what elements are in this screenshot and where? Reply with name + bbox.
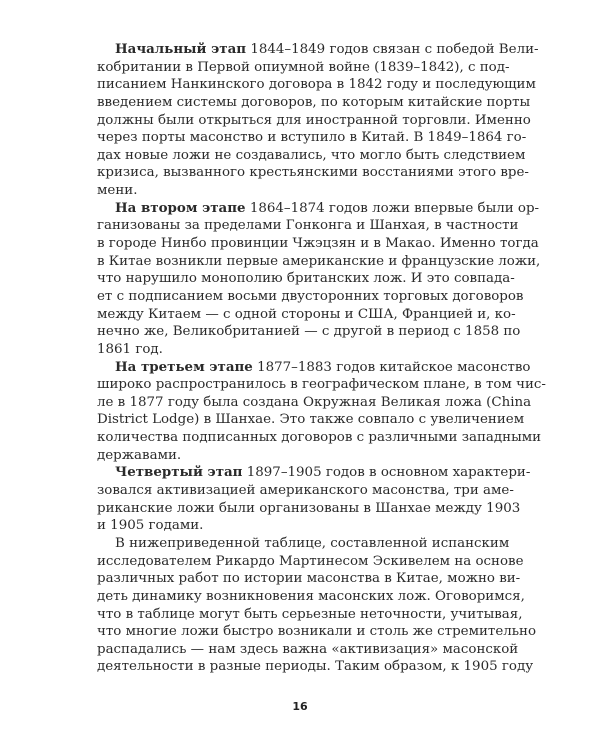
line-text: мени. [97, 183, 138, 199]
text-line [97, 588, 525, 606]
text-line [97, 553, 524, 571]
line-text: зовался активизацией американского масонства, три аме- [97, 483, 514, 499]
text-line [97, 535, 510, 553]
text-line [97, 623, 537, 641]
text-line [97, 429, 542, 447]
line-text: ганизованы за пределами Гонконга и Шанхая, в частности [97, 218, 519, 234]
line-text: должны были открыться для иностранной торговли. Именно [97, 112, 531, 128]
text-line [97, 235, 539, 253]
text-line [97, 606, 523, 624]
line-text: количества подписанных договоров с различными западными [97, 430, 542, 446]
line-text: что в таблице могут быть серьезные неточности, учитывая, [97, 606, 523, 622]
line-text: District Lodge) в Шанхае. Это также совпало с увеличением [97, 412, 525, 428]
text-line [97, 411, 525, 429]
paragraph [97, 199, 541, 359]
line-text: введением системы договоров, по которым китайские порты [97, 94, 531, 110]
paragraph [97, 358, 546, 465]
line-text: распадались — нам здесь важна «активизация» масонской [97, 641, 519, 657]
text-line [97, 306, 516, 324]
page-number: 16 [292, 700, 308, 713]
line-text: 1864–1874 годов ложи впервые были ор- [245, 200, 540, 216]
line-text: через порты масонство и вступило в Китай. В 1849–1864 го- [97, 130, 527, 146]
line-text: исследователем Рикардо Мартинесом Эскивелем на основе [97, 553, 524, 569]
text-line [97, 129, 527, 147]
body-text [97, 41, 546, 676]
line-text: в городе Нинбо провинции Чжэцзян и в Макао. Именно тогда [97, 236, 539, 252]
paragraph [97, 535, 537, 676]
paragraph-lead: Начальный этап [115, 41, 247, 57]
line-text: и 1905 годами. [97, 518, 204, 534]
line-text: ет с подписанием восьми двусторонних торговых договоров [97, 288, 524, 304]
line-text: кризиса, вызванного крестьянскими восстаниями этого вре- [97, 165, 529, 181]
line-text: дах новые ложи не создавались, что могло быть следствием [97, 147, 526, 163]
paragraph-lead: Четвертый этап [115, 464, 243, 481]
text-line [97, 147, 526, 165]
line-text: В нижеприведенной таблице, составленной испанским [115, 535, 510, 551]
line-text: нечно же, Великобританией — с другой в период с 1858 по [97, 324, 521, 340]
paragraph [97, 41, 539, 200]
line-text: что нарушило монополию британских лож. И это совпада- [97, 271, 515, 287]
text-line [97, 447, 494, 465]
text-line [97, 164, 529, 182]
line-text: 1877–1883 годов китайское масонство [252, 359, 531, 375]
text-line [97, 41, 539, 59]
line-text: широко распространилось в географическом плане, в том чис- [97, 377, 546, 393]
line-text: что многие ложи быстро возникали и столь же стремительно [97, 624, 537, 640]
text-line [97, 112, 531, 130]
line-text: между Китаем — с одной стороны и США, Францией и, ко- [97, 306, 516, 322]
text-line [97, 482, 514, 500]
line-text: деятельности в разные периоды. Таким образом, к 1905 году [97, 659, 534, 675]
text-line [97, 500, 521, 518]
text-line [97, 94, 531, 112]
text-line [97, 253, 541, 271]
text-line [97, 376, 546, 394]
text-line [97, 270, 515, 288]
text-line [97, 182, 494, 200]
line-text: 1897–1905 годов в основном характери- [242, 465, 531, 481]
line-text: риканские ложи были организованы в Шанхае между 1903 [97, 500, 521, 516]
text-line [97, 570, 521, 588]
text-line [97, 394, 532, 412]
text-line [97, 217, 519, 235]
line-text: державами. [97, 447, 182, 463]
line-text: писанием Нанкинского договора в 1842 году и последующим [97, 77, 536, 93]
text-line [97, 358, 531, 377]
paragraph-lead: На втором этапе [115, 199, 246, 216]
text-line [97, 464, 531, 482]
paragraph-lead: На третьем этапе [115, 358, 253, 375]
text-line [97, 76, 536, 94]
text-line [97, 641, 519, 659]
line-text: 1844–1849 годов связан с победой Вели- [246, 42, 539, 57]
line-text: в Китае возникли первые американские и французские ложи, [97, 253, 541, 269]
text-line [97, 323, 521, 341]
line-text: 1861 год. [97, 341, 163, 357]
line-text: деть динамику возникновения масонских лож. Оговоримся, [97, 588, 525, 604]
text-line [97, 288, 524, 306]
text-line [97, 199, 540, 218]
text-line [97, 59, 510, 77]
line-text: кобритании в Первой опиумной войне (1839–1842), с под- [97, 59, 510, 75]
text-line [97, 658, 534, 676]
line-text: ле в 1877 году была создана Окружная Великая ложа (China [97, 394, 532, 410]
line-text: различных работ по истории масонства в Китае, можно ви- [97, 571, 521, 587]
text-line [97, 341, 494, 359]
paragraph [97, 464, 531, 535]
text-line [97, 517, 494, 535]
